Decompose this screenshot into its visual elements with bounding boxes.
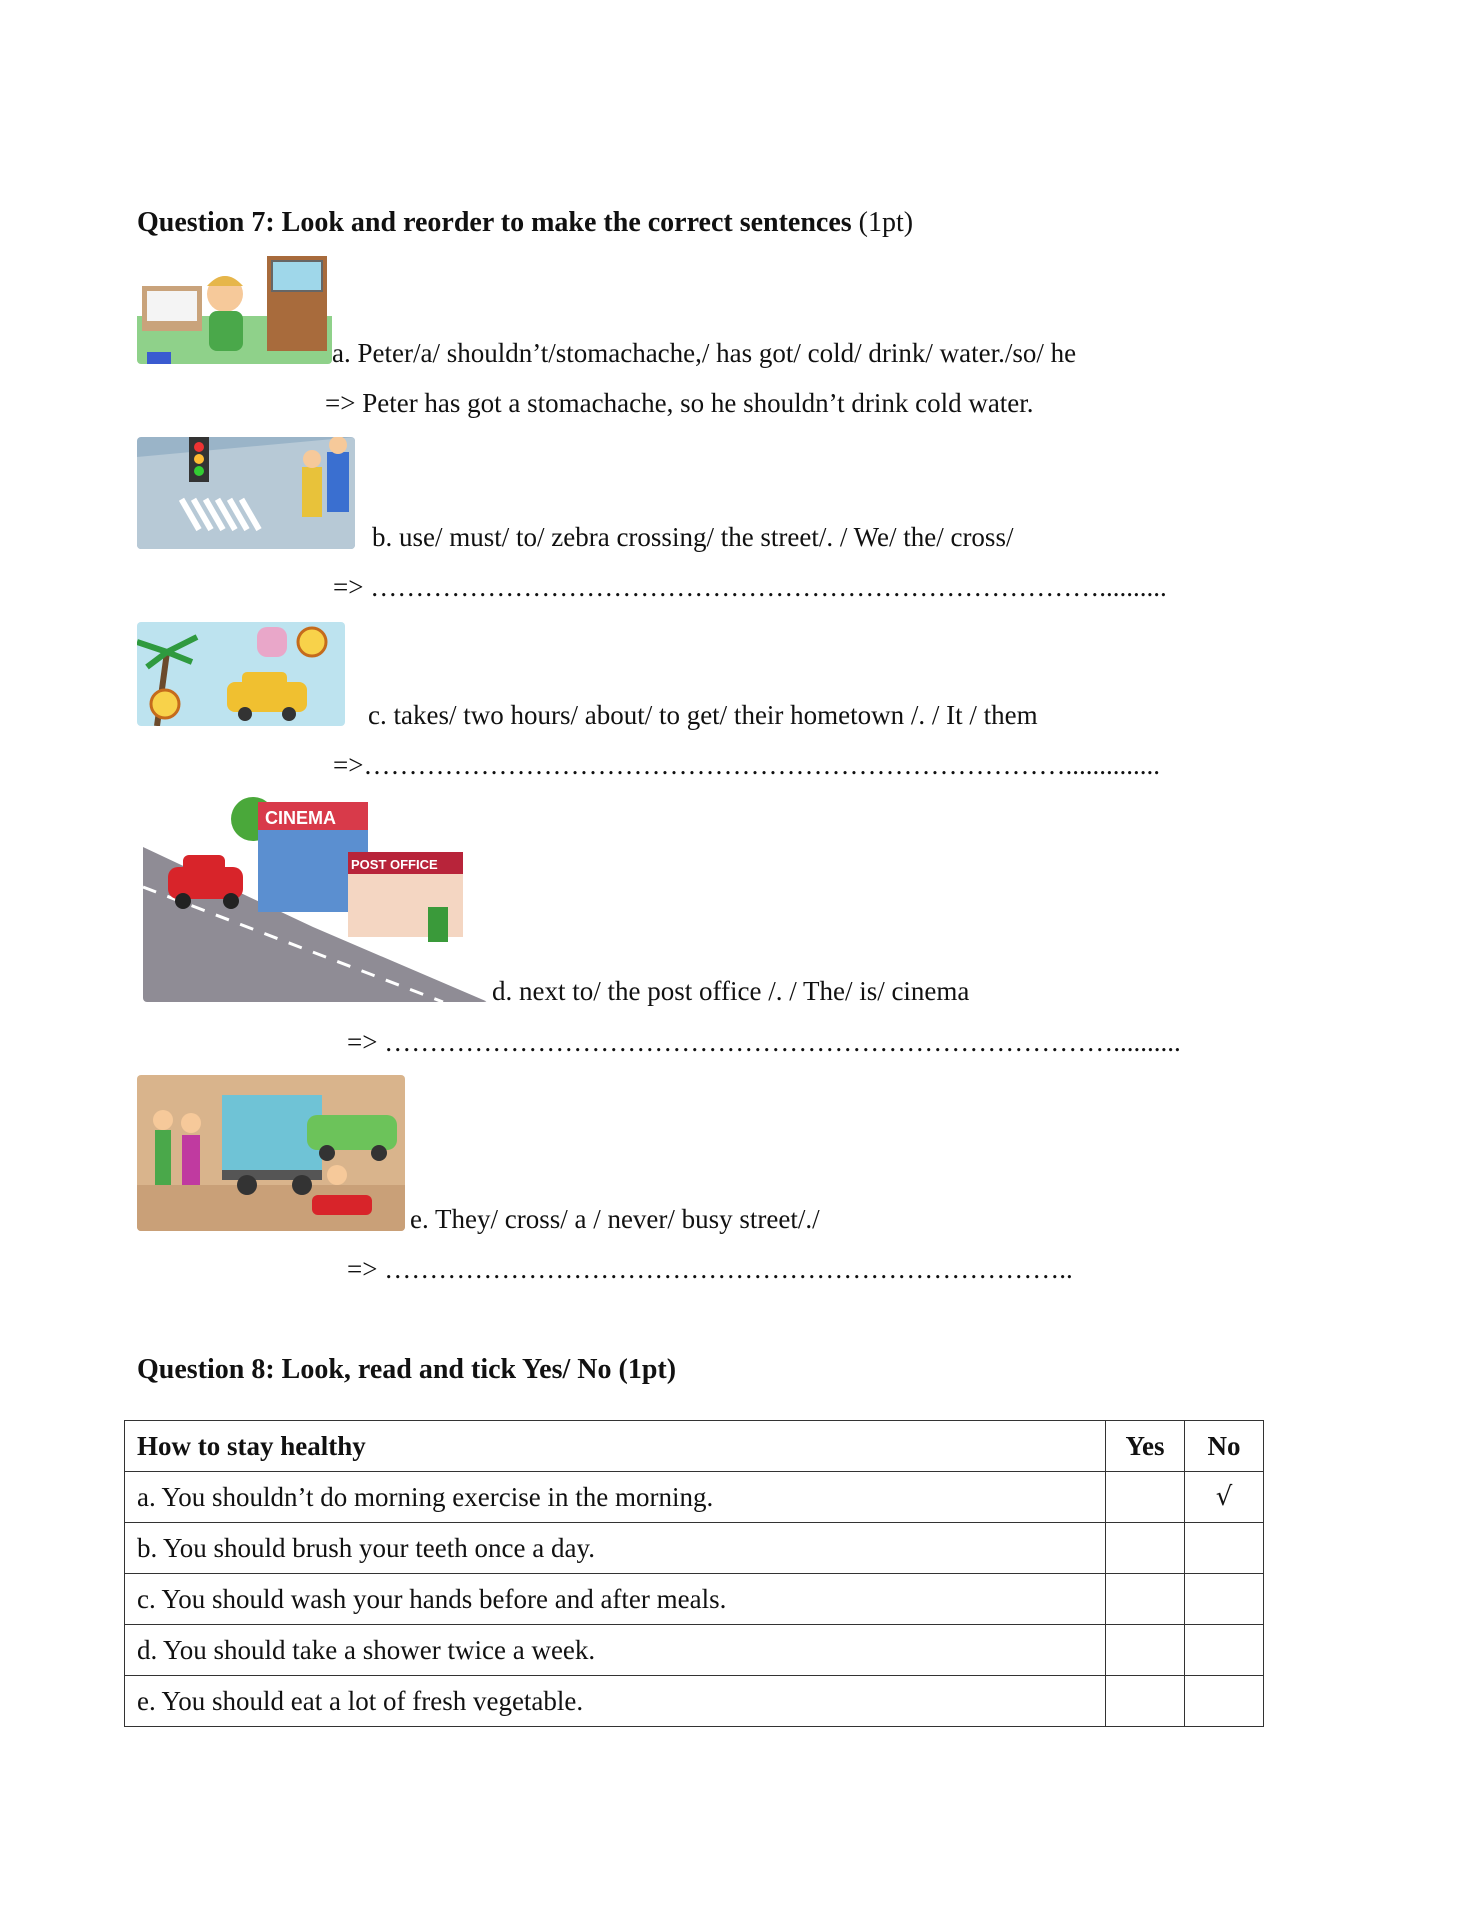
row-e-yes-cell[interactable] bbox=[1106, 1676, 1185, 1727]
item-a-answer: => Peter has got a stomachache, so he shouldn’t drink cold water. bbox=[325, 388, 1034, 418]
cinema-sign: CINEMA bbox=[265, 808, 336, 828]
row-d-no-cell[interactable] bbox=[1185, 1625, 1264, 1676]
travel-time-picture bbox=[137, 622, 345, 726]
row-b-yes-cell[interactable] bbox=[1106, 1523, 1185, 1574]
zebra-crossing-picture bbox=[137, 437, 355, 549]
item-e-prompt: e. They/ cross/ a / never/ busy street/./ bbox=[410, 1204, 820, 1234]
row-a-no-cell[interactable]: √ bbox=[1185, 1472, 1264, 1523]
row-e-statement: e. You should eat a lot of fresh vegetable. bbox=[125, 1676, 1106, 1727]
item-c-prompt: c. takes/ two hours/ about/ to get/ their hometown /. / It / them bbox=[368, 700, 1038, 730]
table-row bbox=[125, 1472, 1264, 1523]
item-a-prompt: a. Peter/a/ shouldn’t/stomachache,/ has got/ cold/ drink/ water./so/ he bbox=[332, 338, 1077, 368]
healthy-habits-table bbox=[124, 1420, 1264, 1727]
table-header-row bbox=[125, 1421, 1264, 1472]
question-8-title: Question 8: Look, read and tick Yes/ No (1pt) bbox=[137, 1354, 677, 1385]
busy-street-picture bbox=[137, 1075, 405, 1231]
row-c-yes-cell[interactable] bbox=[1106, 1574, 1185, 1625]
question-7-title-bold: Question 7: Look and reorder to make the correct sentences bbox=[137, 207, 852, 238]
row-b-statement: b. You should brush your teeth once a day. bbox=[125, 1523, 1106, 1574]
row-d-statement: d. You should take a shower twice a week. bbox=[125, 1625, 1106, 1676]
stomachache-picture bbox=[137, 256, 332, 364]
row-a-statement: a. You shouldn’t do morning exercise in the morning. bbox=[125, 1472, 1106, 1523]
row-b-no-cell[interactable] bbox=[1185, 1523, 1264, 1574]
cinema-post-office-picture bbox=[143, 797, 488, 1002]
item-d-answer: => ……………………………………………………………………….......... bbox=[347, 1027, 1181, 1057]
row-c-statement: c. You should wash your hands before and after meals. bbox=[125, 1574, 1106, 1625]
row-a-yes-cell[interactable] bbox=[1106, 1472, 1185, 1523]
item-b-prompt: b. use/ must/ to/ zebra crossing/ the street/. / We/ the/ cross/ bbox=[372, 522, 1014, 552]
table-row bbox=[125, 1625, 1264, 1676]
header-no: No bbox=[1185, 1421, 1264, 1472]
item-d-prompt: d. next to/ the post office /. / The/ is/ cinema bbox=[492, 976, 970, 1006]
row-d-yes-cell[interactable] bbox=[1106, 1625, 1185, 1676]
table-row bbox=[125, 1523, 1264, 1574]
item-c-answer: =>…………………………………………………………………….............. bbox=[333, 750, 1160, 780]
question-7-title-points: (1pt) bbox=[851, 207, 914, 238]
table-row bbox=[125, 1574, 1264, 1625]
header-yes: Yes bbox=[1106, 1421, 1185, 1472]
row-c-no-cell[interactable] bbox=[1185, 1574, 1264, 1625]
post-office-sign: POST OFFICE bbox=[351, 857, 438, 872]
item-e-answer: => ………………………………………………………………….. bbox=[347, 1254, 1073, 1284]
item-b-answer: => ……………………………………………………………………….......... bbox=[333, 572, 1167, 602]
question-7-title bbox=[137, 207, 913, 239]
header-how-to-stay-healthy: How to stay healthy bbox=[125, 1421, 1106, 1472]
table-row bbox=[125, 1676, 1264, 1727]
row-e-no-cell[interactable] bbox=[1185, 1676, 1264, 1727]
